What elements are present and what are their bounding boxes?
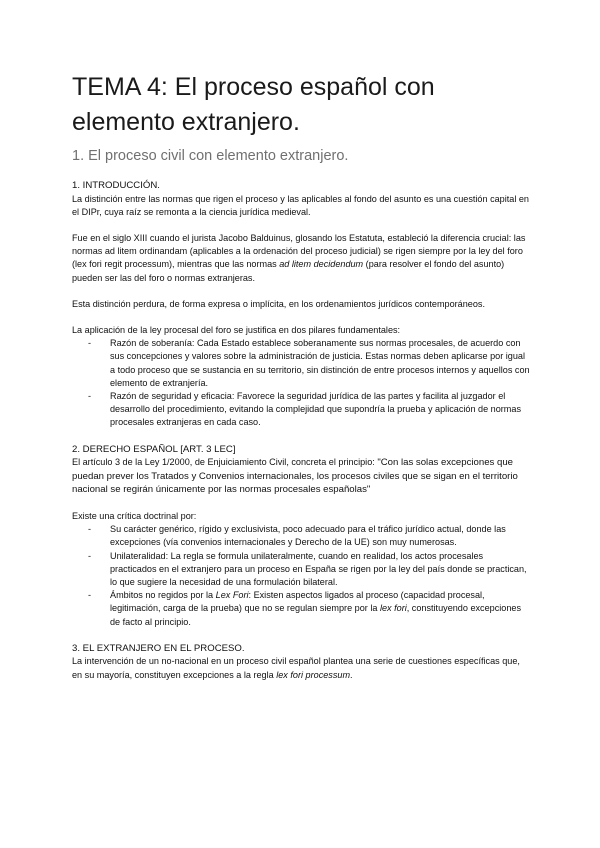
dash-bullet: - <box>88 338 92 349</box>
dash-bullet: - <box>88 524 92 535</box>
paragraph: Esta distinción perdura, de forma expresa o implícita, en los ordenamientos jurídicos contemporáneos. <box>72 298 485 309</box>
italic-term: lex fori <box>379 603 407 614</box>
legal-quote: "Con las solas excepciones que puedan prever los Tratados y Convenios internacionales, los procesos civiles que se sigan en el territorio nacional se regirán únicamente por las normas procesales españolas" <box>72 457 518 496</box>
section-heading-introduccion: 1. INTRODUCCIÓN. <box>72 180 160 191</box>
document-title: TEMA 4: El proceso español con elemento extranjero. <box>72 73 435 136</box>
bullet-list <box>72 523 532 629</box>
paragraph: El artículo 3 de la Ley 1/2000, de Enjuiciamiento Civil, concreta el principio: "Con las solas excepciones que puedan prever los Tratados y Convenios internacionales, los procesos civiles que se sigan en el territorio nacional se regirán únicamente por las normas procesales españolas" <box>72 457 518 496</box>
list-item: - Su carácter genérico, rígido y exclusivista, poco adecuado para el tráfico jurídico actual, donde las excepciones (vía convenios internacionales y Derecho de la UE) son muy numerosas. <box>88 524 506 548</box>
document-subtitle: 1. El proceso civil con elemento extranjero. <box>72 148 349 164</box>
list-item: - Ámbitos no regidos por la Lex Fori: Existen aspectos ligados al proceso (capacidad procesal, legitimación, carga de la prueba) que no se regulan siempre por la lex fori, constituyendo excepciones de facto al principio. <box>88 590 521 627</box>
dash-bullet: - <box>88 590 92 601</box>
dash-bullet: - <box>88 550 92 561</box>
list-item: - Unilateralidad: La regla se formula unilateralmente, cuando en realidad, los actos procesales practicados en el extranjero para un proceso en España se rigen por la ley del país donde se practican, lo que sugiere la necesidad de una formulación bilateral. <box>88 550 527 588</box>
bullet-list <box>72 337 532 429</box>
paragraph: La aplicación de la ley procesal del foro se justifica en dos pilares fundamentales: <box>72 325 401 336</box>
list-item: - Razón de soberanía: Cada Estado establece soberanamente sus normas procesales, de acuerdo con sus concepciones y valores sobre la administración de justicia. Estas normas deben aplicarse por igual a todo proceso que se sustancia en su territorio, sin distinción de entre procesos internos y aquellos con elemento de extranjería. <box>88 338 530 388</box>
paragraph: La distinción entre las normas que rigen el proceso y las aplicables al fondo del asunto es una cuestión capital en el DIPr, cuya raíz se remonta a la ciencia jurídica medieval. <box>72 193 529 217</box>
italic-term: lex fori processum <box>276 669 351 680</box>
list-item: - Razón de seguridad y eficacia: Favorece la seguridad jurídica de las partes y facilita al juzgador el desarrollo del procedimiento, evitando la complejidad que supondría la prueba y aplicación de normas procesales extranjeras en cada caso. <box>88 391 521 428</box>
paragraph: Existe una crítica doctrinal por: <box>72 511 197 522</box>
italic-term: Lex Fori <box>215 590 249 601</box>
italic-term: ad litem decidendum <box>279 259 364 270</box>
paragraph: Fue en el siglo XIII cuando el jurista Jacobo Balduinus, glosando los Estatuta, estableció la diferencia crucial: las normas ad litem ordinandam (aplicables a la ordenación del proceso judicial) se rigen siempre por la ley del foro (lex fori regit processum), mientras que las normas ad litem decidendum (para resolver el fondo del asunto) pueden ser las del foro o normas extranjeras. <box>72 233 526 283</box>
section-heading-derecho-espanol: 2. DERECHO ESPAÑOL [ART. 3 LEC] <box>72 443 236 455</box>
document-page <box>72 70 532 695</box>
dash-bullet: - <box>88 391 92 402</box>
section-heading-extranjero: 3. EL EXTRANJERO EN EL PROCESO. <box>72 642 245 654</box>
paragraph: La intervención de un no-nacional en un proceso civil español plantea una serie de cuestiones específicas que, en su mayoría, constituyen excepciones a la regla lex fori processum. <box>72 656 520 680</box>
